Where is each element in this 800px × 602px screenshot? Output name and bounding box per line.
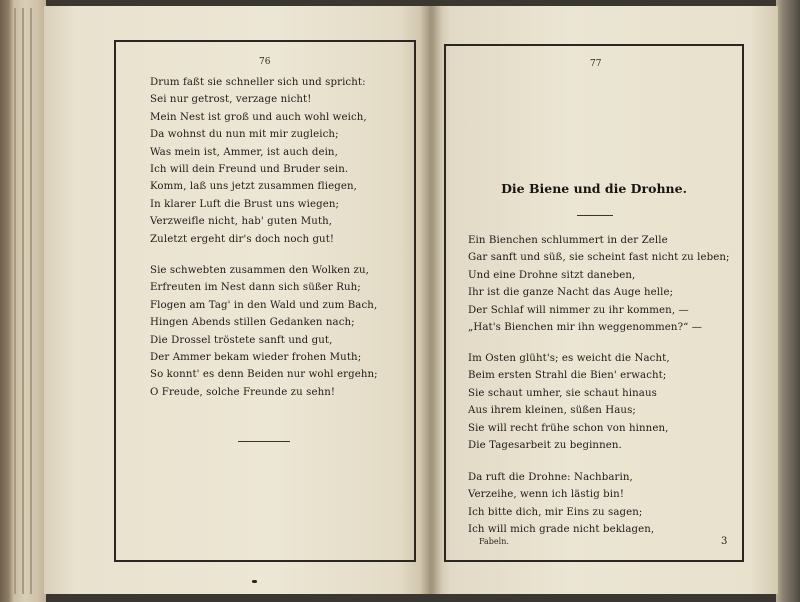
book-right-edge [776, 0, 800, 602]
verse-line: Sie schwebten zusammen den Wolken zu, [150, 265, 369, 276]
verse-line: Da ruft die Drohne: Nachbarin, [468, 472, 633, 483]
ink-mark [252, 580, 257, 583]
verse-line: Verzeihe, wenn ich lästig bin! [468, 489, 625, 501]
left-stanza-1 [150, 74, 367, 248]
signature-mark: Fabeln. [479, 537, 509, 546]
verse-line: Zuletzt ergeht dir's doch noch gut! [150, 233, 335, 245]
verse-line: Hingen Abends stillen Gedanken nach; [150, 317, 355, 329]
verse-line: Die Tagesarbeit zu beginnen. [468, 439, 622, 451]
verse-line: O Freude, solche Freunde zu sehn! [150, 386, 336, 398]
verse-line: Sie will recht frühe schon von hinnen, [468, 422, 669, 434]
verse-line: Ich will dein Freund und Bruder sein. [150, 163, 349, 175]
verse-line: Gar sanft und süß, sie scheint fast nicht zu leben; [468, 252, 730, 264]
right-page-number: 77 [590, 59, 602, 69]
verse-line: Ihr ist die ganze Nacht das Auge helle; [468, 287, 674, 299]
verse-line: Ich bitte dich, mir Eins zu sagen; [468, 506, 643, 518]
verse-line: Was mein ist, Ammer, ist auch dein, [150, 146, 338, 158]
verse-line: Sei nur getrost, verzage nicht! [150, 94, 312, 106]
verse-line: Verzweifle nicht, hab' guten Muth, [150, 216, 333, 228]
right-stanza-2 [468, 350, 670, 454]
verse-line: Da wohnst du nun mit mir zugleich; [150, 129, 339, 141]
verse-line: Komm, laß uns jetzt zusammen fliegen, [150, 181, 357, 193]
verse-line: Der Schlaf will nimmer zu ihr kommen, — [468, 304, 689, 316]
sheet-number: 3 [721, 536, 728, 547]
poem-title: Die Biene und die Drohne. [501, 181, 687, 196]
verse-line: Erfreuten im Nest dann sich süßer Ruh; [150, 282, 361, 294]
book-left-edge [0, 0, 46, 602]
verse-line: Beim ersten Strahl die Bien' erwacht; [468, 370, 667, 382]
left-page-number: 76 [259, 57, 271, 67]
verse-line: In klarer Luft die Brust uns wiegen; [150, 198, 340, 210]
verse-line: Sie schaut umher, sie schaut hinaus [468, 387, 657, 399]
verse-line: Mein Nest ist groß und auch wohl weich, [150, 111, 367, 123]
verse-line: So konnt' es denn Beiden nur wohl ergehn; [150, 369, 378, 381]
verse-line: Die Drossel tröstete sanft und gut, [150, 334, 333, 346]
verse-line: Ich will mich grade nicht beklagen, [468, 524, 655, 536]
right-stanza-1 [468, 232, 730, 336]
book-gutter [420, 6, 442, 594]
right-stanza-3 [468, 469, 654, 539]
verse-line: Aus ihrem kleinen, süßen Haus; [468, 405, 636, 417]
left-stanza-2 [150, 262, 378, 401]
left-end-rule [238, 441, 290, 442]
verse-line: Flogen am Tag' in den Wald und zum Bach, [150, 299, 378, 311]
verse-line: Der Ammer bekam wieder frohen Muth; [150, 351, 362, 363]
verse-line: Im Osten glüht's; es weicht die Nacht, [468, 353, 670, 364]
verse-line: Ein Bienchen schlummert in der Zelle [468, 235, 668, 246]
verse-line: „Hat's Bienchen mir ihn weggenommen?“ — [468, 321, 703, 333]
title-rule [577, 215, 613, 216]
verse-line: Und eine Drohne sitzt daneben, [468, 269, 636, 281]
verse-line: Drum faßt sie schneller sich und spricht: [150, 77, 366, 88]
